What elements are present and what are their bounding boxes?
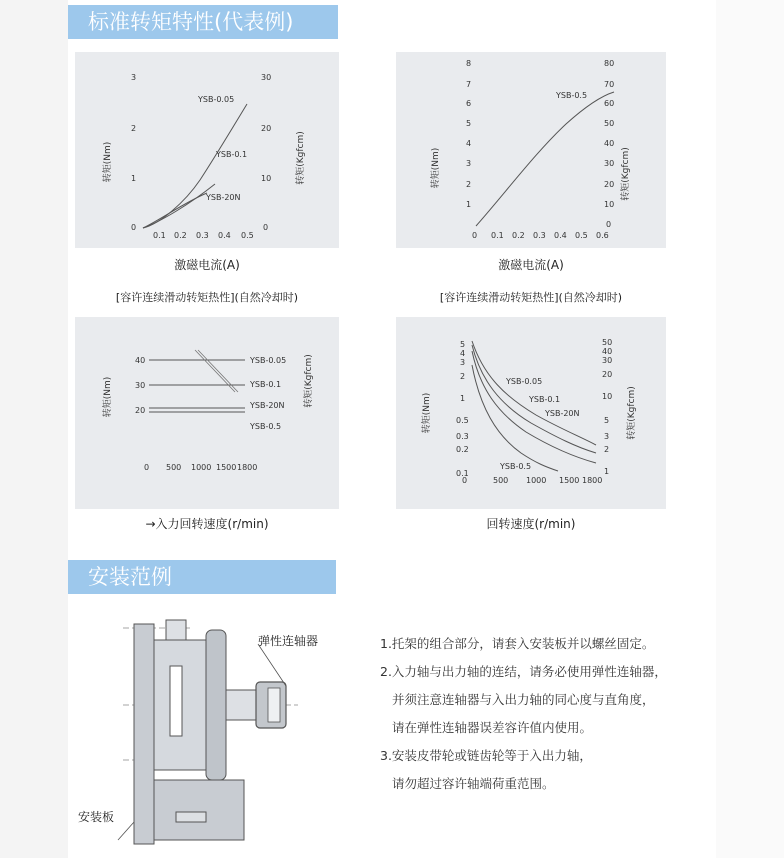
- chart-1-ylabel-left: 转矩(Nm): [103, 141, 113, 183]
- chart-3-ylabel-left: 转矩(Nm): [103, 376, 113, 418]
- chart-4-ytick-left-05: 0.5: [456, 416, 469, 425]
- chart-1-curve-ysb01: [143, 184, 215, 228]
- chart-4-ytick-right-1: 1: [604, 467, 610, 476]
- chart-3-ytick-20: 20: [135, 406, 146, 415]
- chart-4-xlabel: 回转速度(r/min): [486, 517, 576, 531]
- chart-2-ytick-left-4: 4: [466, 139, 472, 148]
- chart-2-ytick-left-7: 7: [466, 80, 472, 89]
- chart-1-series-label-ysb20n: YSB-20N: [206, 193, 241, 202]
- chart-2-ytick-right-40: 40: [604, 139, 615, 148]
- chart-3-series-label-ysb20n: YSB-20N: [250, 401, 285, 410]
- chart-2-ylabel-left: 转矩(Nm): [431, 147, 441, 189]
- chart-4-series-label-ysb20n: YSB-20N: [545, 409, 580, 418]
- page-right-margin: [716, 0, 784, 858]
- chart-1-svg: [75, 52, 339, 248]
- shaft: [226, 690, 256, 720]
- chart-2-ytick-left-2: 2: [466, 180, 472, 189]
- chart-3-xtick-3: 1500: [216, 463, 237, 472]
- chart-3-series-label-ysb01: YSB-0.1: [250, 380, 282, 389]
- chart-3-ytick-40: 40: [135, 356, 146, 365]
- mounting-plate: [134, 624, 154, 844]
- chart-1-ytick-right-30: 30: [261, 73, 272, 82]
- chart-1-series-label-ysb005: YSB-0.05: [198, 95, 235, 104]
- coupling-label: 弹性连轴器: [258, 634, 319, 648]
- chart-3-ytick-30: 30: [135, 381, 146, 390]
- chart-4-ytick-right-10: 10: [602, 392, 613, 401]
- chart-2-note: [容许连续滑动转矩热性](自然冷却时): [439, 291, 623, 304]
- chart-2-ytick-right-60: 60: [604, 99, 615, 108]
- chart-2-ylabel-right: 转矩(Kgfcm): [621, 147, 631, 201]
- chart-1-ylabel-right: 转矩(Kgfcm): [296, 131, 306, 185]
- chart-panel-1: [75, 52, 339, 248]
- chart-4-ytick-left-01: 0.1: [456, 469, 469, 478]
- chart-4-xtick-4: 1800: [582, 476, 603, 485]
- chart-1-ytick-right-10: 10: [261, 174, 272, 183]
- chart-4-ylabel-right: 转矩(Kgfcm): [627, 386, 637, 440]
- chart-3-ylabel-right: 转矩(Kgfcm): [304, 354, 314, 408]
- page-left-margin: [0, 0, 68, 858]
- chart-2-ytick-right-80: 80: [604, 59, 615, 68]
- chart-2-xtick-2: 0.2: [512, 231, 525, 240]
- plate-label: 安装板: [78, 810, 115, 824]
- instruction-3: 3.安装皮带轮或链齿轮等于入出力轴，: [380, 748, 592, 763]
- chart-4-ytick-left-02: 0.2: [456, 445, 469, 454]
- chart-4-ytick-left-5: 5: [460, 340, 466, 349]
- coupling-leader: [258, 644, 286, 686]
- chart-4-ytick-right-20: 20: [602, 370, 613, 379]
- chart-4-xtick-3: 1500: [559, 476, 580, 485]
- chart-4-curve-ysb005: [472, 341, 596, 445]
- chart-4-ylabel-left: 转矩(Nm): [422, 392, 432, 434]
- instruction-3b: 请勿超过容许轴端荷重范围。: [392, 776, 555, 791]
- chart-2-xtick-0: 0: [472, 231, 478, 240]
- plate-leader: [118, 822, 134, 840]
- chart-4-series-label-ysb05: YSB-0.5: [500, 462, 532, 471]
- chart-3-xtick-4: 1800: [237, 463, 258, 472]
- install-instructions: [380, 630, 667, 798]
- section-title-install: 安装范例: [68, 560, 336, 594]
- chart-1-curve-ysb005: [143, 104, 247, 228]
- chart-2-xtick-1: 0.1: [491, 231, 504, 240]
- chart-panel-3: [75, 317, 339, 509]
- bracket-base: [154, 780, 244, 840]
- chart-1-ytick-left-1: 1: [131, 174, 137, 183]
- chart-2-ytick-left-6: 6: [466, 99, 472, 108]
- instruction-1: 1.托架的组合部分，请套入安装板并以螺丝固定。: [380, 636, 655, 651]
- chart-1-ytick-left-2: 2: [131, 124, 137, 133]
- chart-4-ytick-right-40: 40: [602, 347, 613, 356]
- chart-2-ytick-right-20: 20: [604, 180, 615, 189]
- chart-4-ytick-left-2: 2: [460, 372, 466, 381]
- chart-4-xtick-2: 1000: [526, 476, 547, 485]
- chart-1-xtick-2: 0.3: [196, 231, 209, 240]
- chart-4-ytick-left-4: 4: [460, 349, 466, 358]
- chart-3-svg: [75, 317, 339, 509]
- chart-4-series-label-ysb005: YSB-0.05: [506, 377, 543, 386]
- chart-2-ytick-left-5: 5: [466, 119, 472, 128]
- chart-3-xtick-0: 0: [144, 463, 150, 472]
- brake-body: [206, 630, 226, 780]
- chart-4-ytick-right-5: 5: [604, 416, 610, 425]
- chart-4-series-label-ysb01: YSB-0.1: [529, 395, 561, 404]
- chart-3-diag-1: [195, 350, 235, 392]
- chart-1-ytick-right-0: 0: [263, 223, 269, 232]
- chart-4-ytick-right-30: 30: [602, 356, 613, 365]
- chart-2-xtick-3: 0.3: [533, 231, 546, 240]
- chart-4-ytick-left-1: 1: [460, 394, 466, 403]
- chart-1-xtick-3: 0.4: [218, 231, 231, 240]
- chart-3-xlabel: →入力回转速度(r/min): [145, 517, 269, 531]
- chart-2-ytick-left-3: 3: [466, 159, 472, 168]
- chart-3-series-label-ysb005: YSB-0.05: [250, 356, 287, 365]
- chart-2-xtick-5: 0.5: [575, 231, 588, 240]
- chart-1-series-label-ysb01: YSB-0.1: [216, 150, 248, 159]
- chart-2-curve-ysb05: [476, 92, 614, 226]
- chart-3-series-label-ysb05: YSB-0.5: [250, 422, 282, 431]
- chart-1-xtick-1: 0.2: [174, 231, 187, 240]
- chart-1-ytick-left-3: 3: [131, 73, 137, 82]
- chart-4-ytick-right-3: 3: [604, 432, 610, 441]
- chart-3-diag-2: [198, 350, 238, 392]
- chart-4-ytick-right-50: 50: [602, 338, 613, 347]
- chart-2-ytick-right-30: 30: [604, 159, 615, 168]
- bolt-head: [166, 620, 186, 640]
- chart-panel-2: [396, 52, 666, 248]
- instruction-2: 2.入力轴与出力轴的连结，请务必使用弹性连轴器，: [380, 664, 667, 679]
- chart-2-series-label-ysb05: YSB-0.5: [556, 91, 588, 100]
- chart-4-ytick-left-3: 3: [460, 358, 466, 367]
- chart-2-svg: [396, 52, 666, 248]
- chart-2-xtick-6: 0.6: [596, 231, 609, 240]
- chart-2-xtick-4: 0.4: [554, 231, 567, 240]
- chart-4-svg: [396, 317, 666, 509]
- chart-panel-4: [396, 317, 666, 509]
- chart-4-ytick-left-03: 0.3: [456, 432, 469, 441]
- instruction-2c: 请在弹性连轴器误差容许值内使用。: [392, 720, 593, 735]
- instruction-2b: 并须注意连轴器与入出力轴的同心度与直角度，: [392, 692, 655, 707]
- chart-2-ytick-left-8: 8: [466, 59, 472, 68]
- chart-2-xlabel: 激磁电流(A): [498, 258, 564, 272]
- chart-3-note: [容许连续滑动转矩热性](自然冷却时): [115, 291, 299, 304]
- chart-4-xtick-1: 500: [493, 476, 509, 485]
- chart-1-xtick-4: 0.5: [241, 231, 254, 240]
- chart-1-xlabel: 激磁电流(A): [174, 258, 240, 272]
- chart-3-xtick-1: 500: [166, 463, 182, 472]
- chart-2-ytick-right-50: 50: [604, 119, 615, 128]
- chart-2-ytick-right-0: 0: [606, 220, 612, 229]
- chart-2-ytick-right-10: 10: [604, 200, 615, 209]
- chart-4-ytick-right-2: 2: [604, 445, 610, 454]
- chart-1-ytick-right-20: 20: [261, 124, 272, 133]
- chart-2-ytick-left-1: 1: [466, 200, 472, 209]
- chart-2-ytick-right-70: 70: [604, 80, 615, 89]
- chart-4-xtick-0: 0: [462, 476, 468, 485]
- chart-3-xtick-2: 1000: [191, 463, 212, 472]
- section-title-torque: 标准转矩特性(代表例): [68, 5, 338, 39]
- chart-1-ytick-left-0: 0: [131, 223, 137, 232]
- chart-1-xtick-0: 0.1: [153, 231, 166, 240]
- chart-1-curve-ysb20n: [143, 193, 207, 228]
